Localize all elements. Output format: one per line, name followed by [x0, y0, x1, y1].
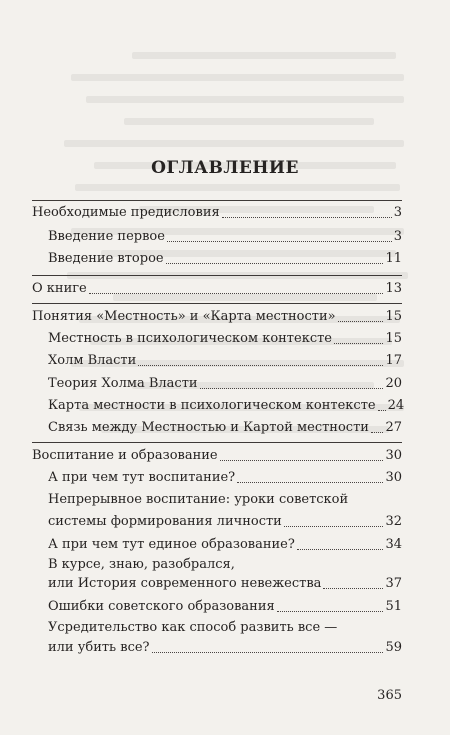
- section-divider: [32, 303, 402, 304]
- toc-entry-page: 30: [385, 448, 402, 463]
- dot-leader: [167, 241, 392, 242]
- toc-entry-page: 51: [385, 599, 402, 614]
- toc-entry-label: Теория Холма Власти: [48, 376, 198, 391]
- toc-entry-page: 34: [385, 537, 402, 552]
- dot-leader: [200, 388, 384, 389]
- toc-entry-continuous-upbringing[interactable]: [48, 514, 402, 530]
- dot-leader: [220, 460, 384, 461]
- toc-entry-label: Необходимые предисловия: [32, 205, 220, 220]
- toc-entry-page: 27: [385, 420, 402, 435]
- toc-entry-page: 3: [393, 205, 402, 220]
- toc-entry-continuous-upbringing-line1[interactable]: [48, 492, 402, 508]
- toc-entry-page: 37: [385, 576, 402, 591]
- toc-entry-averaging[interactable]: [48, 640, 402, 656]
- toc-entry-label: Связь между Местностью и Картой местности: [48, 420, 369, 435]
- toc-entry-label: Непрерывное воспитание: уроки советской: [48, 492, 349, 507]
- toc-title: ОГЛАВЛЕНИЕ: [151, 158, 299, 178]
- toc-entry-terrain-concepts[interactable]: [32, 309, 402, 325]
- toc-entry-terrain-psychology[interactable]: [48, 331, 402, 347]
- toc-entry-unified-education[interactable]: [48, 537, 402, 553]
- toc-entry-intro-first[interactable]: [48, 229, 402, 245]
- toc-entry-intro-second[interactable]: [48, 251, 402, 267]
- toc-entry-page: 59: [385, 640, 402, 655]
- dot-leader: [222, 217, 392, 218]
- dot-leader: [138, 365, 383, 366]
- toc-entry-page: 32: [385, 514, 402, 529]
- toc-entry-page: 24: [387, 398, 405, 413]
- toc-entry-soviet-education-errors[interactable]: [48, 599, 402, 615]
- toc-entry-label: Местность в психологическом контексте: [48, 331, 332, 346]
- dot-leader: [152, 652, 384, 653]
- toc-entry-page: 20: [385, 376, 402, 391]
- toc-entry-averaging-line1[interactable]: [48, 620, 402, 636]
- section-divider: [32, 275, 402, 276]
- toc-entry-ignorance-history-line1[interactable]: [48, 557, 402, 573]
- dot-leader: [166, 263, 384, 264]
- toc-entry-label: Карта местности в психологическом контексте: [48, 398, 376, 413]
- toc-entry-page: 11: [385, 251, 402, 266]
- dot-leader: [277, 611, 384, 612]
- toc-entry-page: 30: [385, 470, 402, 485]
- dot-leader: [378, 410, 386, 411]
- toc-entry-page: 17: [385, 353, 402, 368]
- dot-leader: [89, 293, 384, 294]
- toc-entry-ignorance-history[interactable]: [48, 576, 402, 592]
- toc-entry-label: Холм Власти: [48, 353, 137, 368]
- dot-leader: [323, 588, 383, 589]
- section-divider: [32, 442, 402, 443]
- toc-entry-label: О книге: [32, 281, 87, 296]
- toc-entry-label: А при чем тут воспитание?: [48, 470, 236, 485]
- dot-leader: [371, 432, 384, 433]
- toc-entry-map-psychology[interactable]: [48, 398, 405, 414]
- toc-entry-label: Понятия «Местность» и «Карта местности»: [32, 309, 336, 324]
- toc-entry-terrain-map-link[interactable]: [48, 420, 402, 436]
- toc-entry-label: Введение второе: [48, 251, 164, 266]
- toc-entry-page: 15: [385, 309, 402, 324]
- toc-entry-label: или История современного невежества: [48, 576, 322, 591]
- section-divider: [32, 200, 402, 201]
- toc-entry-hill-of-power[interactable]: [48, 353, 402, 369]
- toc-entry-label: или убить все?: [48, 640, 150, 655]
- dot-leader: [284, 526, 384, 527]
- toc-entry-upbringing-education[interactable]: [32, 448, 402, 464]
- dot-leader: [297, 549, 384, 550]
- toc-entry-page: 13: [385, 281, 402, 296]
- toc-entry-label: Воспитание и образование: [32, 448, 218, 463]
- toc-entry-label: системы формирования личности: [48, 514, 282, 529]
- toc-entry-forewords[interactable]: [32, 205, 402, 221]
- toc-entry-label: Введение первое: [48, 229, 165, 244]
- toc-entry-hill-theory[interactable]: [48, 376, 402, 392]
- toc-entry-label: Ошибки советского образования: [48, 599, 275, 614]
- page-number: 365: [377, 688, 402, 703]
- toc-entry-why-upbringing[interactable]: [48, 470, 402, 486]
- dot-leader: [338, 321, 384, 322]
- toc-entry-label: А при чем тут единое образование?: [48, 537, 295, 552]
- toc-entry-about-book[interactable]: [32, 281, 402, 297]
- toc-entry-label: В курсе, знаю, разобрался,: [48, 557, 235, 572]
- toc-entry-page: 3: [393, 229, 402, 244]
- dot-leader: [334, 343, 383, 344]
- toc-entry-page: 15: [385, 331, 402, 346]
- toc-entry-label: Усредительство как способ развить все —: [48, 620, 338, 635]
- dot-leader: [237, 482, 383, 483]
